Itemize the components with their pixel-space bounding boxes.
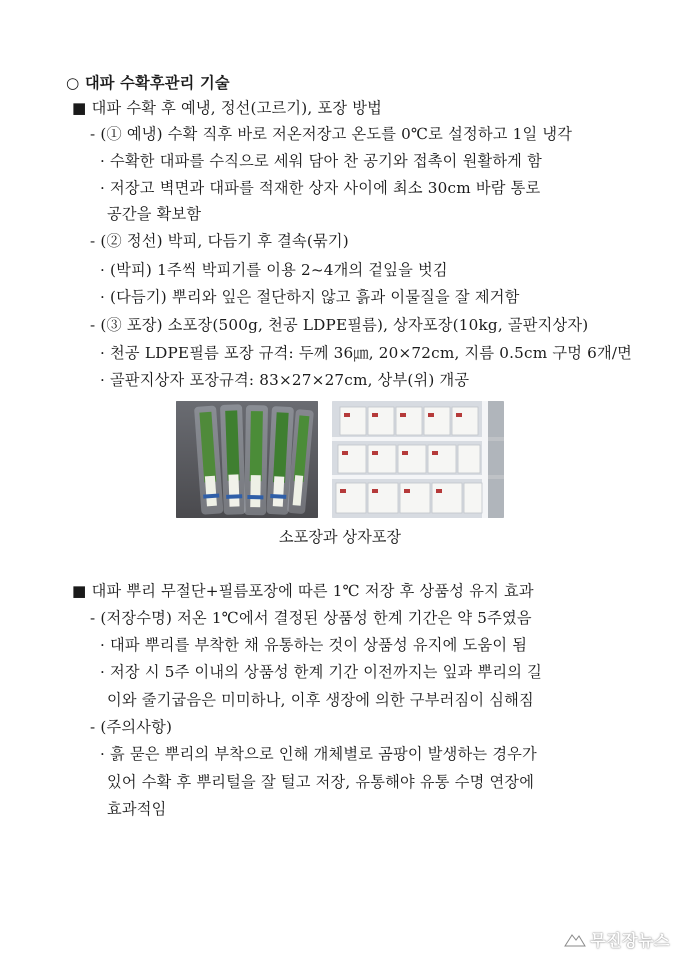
- section-heading-packaging: ■ 대파 수확 후 예냉, 정선(고르기), 포장 방법: [72, 99, 382, 117]
- box-package-illustration: [332, 401, 504, 518]
- sorting-line: - (② 정선) 박피, 다듬기 후 결속(묶기): [90, 232, 349, 250]
- bullet-line: · 저장 시 5주 이내의 상품성 한계 기간 이전까지는 잎과 뿌리의 길: [100, 663, 542, 681]
- bullet-line: · 수확한 대파를 수직으로 세워 담아 찬 공기와 접촉이 원활하게 함: [100, 152, 542, 170]
- bullet-line: · (다듬기) 뿌리와 잎은 절단하지 않고 흙과 이물질을 잘 제거함: [100, 288, 520, 306]
- caution-line: - (주의사항): [90, 718, 173, 736]
- bullet-continuation: 이와 줄기굽음은 미미하나, 이후 생장에 의한 구부러짐이 심해짐: [107, 691, 534, 709]
- section-heading-effect: ■ 대파 뿌리 무절단+필름포장에 따른 1℃ 저장 후 상품성 유지 효과: [72, 582, 534, 600]
- bullet-line: · (박피) 1주씩 박피기를 이용 2~4개의 겉잎을 벗김: [100, 261, 448, 279]
- section-title: ○ 대파 수확후관리 기술: [66, 74, 230, 92]
- bullet-line: · 흙 묻은 뿌리의 부착으로 인해 개체별로 곰팡이 발생하는 경우가: [100, 745, 537, 763]
- bullet-line: · 대파 뿌리를 부착한 채 유통하는 것이 상품성 유지에 도움이 됨: [100, 636, 528, 654]
- bullet-continuation: 있어 수확 후 뿌리털을 잘 털고 저장, 유통해야 유통 수명 연장에: [107, 773, 535, 791]
- watermark-text: 무진장뉴스: [590, 930, 670, 950]
- box-package-photo: [332, 401, 504, 518]
- bullet-line: · 천공 LDPE필름 포장 규격: 두께 36㎛, 20×72cm, 지름 0.5cm 구멍 6개/면: [100, 344, 633, 362]
- mountain-logo-icon: [564, 930, 586, 948]
- photo-caption: 소포장과 상자포장: [278, 528, 402, 546]
- storage-life-line: - (저장수명) 저온 1℃에서 결정된 상품성 한계 기간은 약 5주였음: [90, 609, 532, 627]
- bullet-line: · 저장고 벽면과 대파를 적재한 상자 사이에 최소 30cm 바람 통로: [100, 179, 541, 197]
- packaging-line: - (③ 포장) 소포장(500g, 천공 LDPE필름), 상자포장(10kg, 골판지상자): [90, 316, 589, 334]
- precooling-line: - (① 예냉) 수확 직후 바로 저온저장고 온도를 0℃로 설정하고 1일 냉각: [90, 125, 573, 143]
- small-package-photo: [176, 401, 318, 518]
- small-package-illustration: [176, 401, 318, 518]
- bullet-continuation: 효과적임: [107, 800, 167, 818]
- watermark: [564, 924, 670, 954]
- bullet-continuation: 공간을 확보함: [107, 205, 202, 223]
- bullet-line: · 골판지상자 포장규격: 83×27×27cm, 상부(위) 개공: [100, 371, 470, 389]
